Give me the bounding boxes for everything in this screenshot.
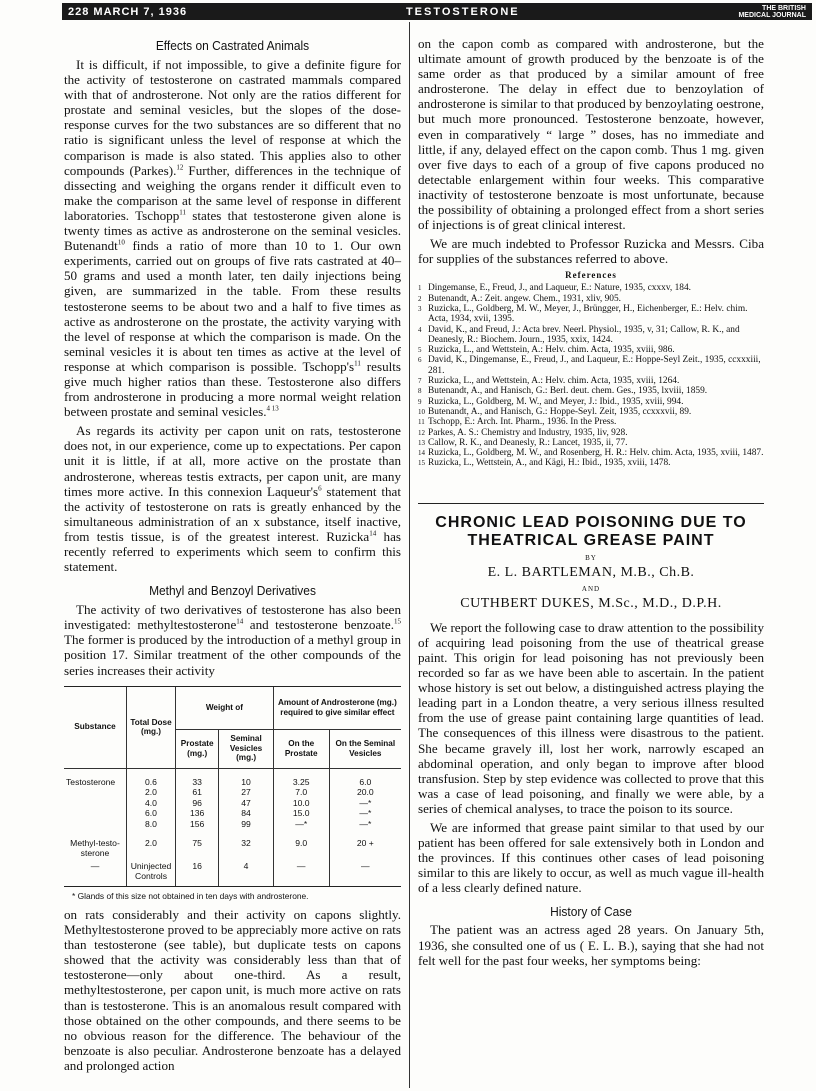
table-cell: 2.0: [145, 787, 157, 798]
table-cell: 84: [241, 808, 251, 819]
running-title: TESTOSTERONE: [405, 5, 520, 18]
reference-item: 4 David, K., and Freud, J.: Acta brev. Neerl. Physiol., 1935, v, 31; Callow, R. K., and Deanesly, R.: Biochem. Journ., 1935, xxix, 1424.: [418, 324, 740, 345]
reference-item: 5 Ruzicka, L., and Wettstein, A.: Helv. chim. Acta, 1935, xviii, 986.: [418, 345, 675, 356]
running-header: [62, 3, 812, 20]
table-cell: 136: [190, 808, 205, 819]
left-column: [64, 24, 401, 1073]
reference-item: 14 Ruzicka, L., Goldberg, M. W., and Rosenberg, H. R.: Helv. chim. Acta, 1935, xviii, 1487.: [418, 448, 764, 459]
table-cell: 7.0: [295, 787, 308, 798]
table-cell: 27: [241, 787, 251, 798]
col-on-prostate: On the Prostate: [273, 729, 329, 768]
references-heading: References: [565, 270, 617, 281]
table-cell: —*: [359, 797, 372, 808]
table-cell: 8.0: [145, 819, 157, 830]
col-substance: Substance: [64, 687, 127, 769]
column-divider: [409, 22, 410, 1088]
paragraph: We are informed that grease paint similar to that used by our patient has been offered for sale extensively both in London and the provinces. If this continues other cases of lead poisoning similar to this are likely to occur, as well as much vague ill-health of a less clearly defined nature.: [418, 819, 764, 896]
paragraph: The patient was an actress aged 28 years. On January 5th, 1936, she consulted one of us ( E. L. B.), saying that she had not felt well for the past four weeks, her symptoms being:: [418, 922, 764, 968]
table-cell: 4.0: [145, 797, 157, 808]
table-cell: 47: [241, 797, 251, 808]
reference-item: 3 Ruzicka, L., Goldberg, M. W., Meyer, J., Brüngger, H., Eichenberger, E.: Helv. chim. Acta, 1934, xvii, 1395.: [418, 304, 748, 325]
table-cell: 6.0: [359, 776, 372, 787]
section-heading-derivatives: Methyl and Benzoyl Derivatives: [149, 583, 316, 599]
section-heading-history: History of Case: [550, 904, 632, 920]
reference-item: 7 Ruzicka, L., and Wettstein, A.: Helv. chim. Acta, 1935, xviii, 1264.: [418, 376, 680, 387]
table-cell: —*: [295, 819, 308, 830]
table-row-methyl: Methyl-testo-sterone 2.0 75 32 9.0 20 +: [64, 830, 401, 859]
table-cell: 96: [192, 797, 202, 808]
table-cell: 0.6: [145, 776, 157, 787]
byline-and: AND: [581, 584, 601, 593]
table-cell: 61: [192, 787, 202, 798]
reference-item: 2 Butenandt, A.: Zeit. angew. Chem., 1931, xliv, 905.: [418, 293, 622, 304]
table-cell: 99: [241, 819, 251, 830]
right-column: [418, 24, 764, 968]
author-1: E. L. BARTLEMAN, M.B., Ch.B.: [487, 564, 695, 580]
paragraph: We are much indebted to Professor Ruzicka and Messrs. Ciba for supplies of the substances referred to above.: [418, 236, 764, 267]
col-vesicles: Seminal Vesicles (mg.): [219, 729, 273, 768]
table-row-controls: — Uninjected Controls 16 4 — —: [64, 859, 401, 886]
reference-item: 11 Tschopp, E.: Arch. Int. Pharm., 1936. In the Press.: [418, 417, 617, 428]
col-on-vesicles: On the Seminal Vesicles: [329, 729, 401, 768]
paragraph: on the capon comb as compared with androsterone, but the ultimate amount of growth produced by the benzoate is of the same order as that produced by a similar amount of free androsterone. The delay in effect due to benzoylation of androsterone is similar to that produced by benzoylating oestrone, but much more pronounced. Testosterone benzoate, however, even in comparatively “ large ” doses, has no immediate and little, if any, delayed effect on the capon comb. Thus 1 mg. given over five days to each of a group of five capons produced no detectable enlargement within four weeks. This comparative inactivity of testosterone benzoate is most unfortunate, because the possibility of obtaining a prolonged effect from a short series of injections is of great clinical interest.: [418, 36, 764, 233]
results-table: [64, 686, 401, 887]
reference-item: 13 Callow, R. K., and Deanesly, R.: Lancet, 1935, ii, 77.: [418, 437, 628, 448]
table-cell: 10.0: [292, 797, 310, 808]
table-cell: 3.25: [292, 776, 310, 787]
table-cell: 33: [192, 776, 202, 787]
paragraph: The activity of two derivatives of testosterone has also been investigated: methyltestosterone$^{14}$ and testosterone benzoate.$^{15}$ The former is produced by the introduction of a methyl group in position 17. Similar treatment of the other compounds of the series increases their activity: [64, 602, 401, 678]
table-cell: 6.0: [145, 808, 157, 819]
paragraph: on rats considerably and their activity on capons slightly. Methyltestosterone proved to be appreciably more active on rats than testosterone (see table), but duplicate tests on capons showed that the activity was considerably less than that of testosterone—only about one-third. As a result, methyltestosterone, per capon unit, is much more active on rats than is testosterone. This is an anomalous result compared with those obtained on the other compounds, and there seems to be no obvious reason for the difference. The behaviour of the benzoate is also peculiar. Androsterone benzoate has a delayed and prolonged action: [64, 907, 401, 1073]
reference-item: 12 Parkes, A. S.: Chemistry and Industry, 1935, liv, 928.: [418, 427, 628, 438]
reference-item: 10 Butenandt, A., and Hanisch, G.: Hoppe-Seyl. Zeit, 1935, ccxxxvii, 89.: [418, 406, 692, 417]
reference-item: 1 Dingemanse, E., Freud, J., and Laqueur, E.: Nature, 1935, cxxxv, 184.: [418, 283, 692, 294]
reference-list: [418, 283, 764, 468]
reference-item: 8 Butenandt, A., and Hanisch, G.: Berl. deut. chem. Ges., 1935, lxviii, 1859.: [418, 386, 708, 397]
journal-name: THE BRITISH MEDICAL JOURNAL: [738, 4, 806, 19]
table-cell: 20.0: [356, 787, 374, 798]
section-heading-castrated: Effects on Castrated Animals: [155, 38, 310, 53]
reference-item: 15 Ruzicka, L., Wettstein, A., and Kägi, H.: Ibid., 1935, xviii, 1478.: [418, 458, 671, 469]
table-row-testosterone: Testosterone 0.6 2.0 4.0 6.0 8.0 33 61 96 136 156 10 27 47 84 99 3.25 7.0 10.0 15.0 —* 6.0 20.0 —* —* —*: [64, 768, 401, 829]
paragraph: We report the following case to draw attention to the possibility of acquiring lead poisoning from the use of theatrical grease paint. This origin for lead poisoning has not previously been recorded so far as we have been able to ascertain. In the patient whose history is set out below, a distinguished actress playing the leading part in a London theatre, a very serious illness resulted from the use of grease paint containing large quantities of lead. The consequences of this illness were disastrous to the patient. She became gravely ill, lost her work, narrowly escaped an abdominal operation, and only began to improve after blood transfusion. Step by step evidence was collected to prove that this was a case of lead poisoning, and finally we were able, by a series of chemical analyses, to trace the poison to its source.: [418, 619, 764, 816]
table-cell: 156: [190, 819, 205, 830]
table-cell: —*: [359, 808, 372, 819]
article-title: CHRONIC LEAD POISONING DUE TO THEATRICAL GREASE PAINT: [435, 513, 747, 549]
col-amount: Amount of Androsterone (mg.) required to give similar effect: [273, 687, 401, 730]
paragraph: It is difficult, if not impossible, to give a definite figure for the activity of testosterone on castrated mammals compared with that of androsterone. Not only are the ratios different for prostate and seminal vesicles, but the slopes of the dose-response curves for the two substances are so different that no ratio is significant unless the level of response at which the comparison is made is also stated. This applies also to other compounds (Parkes).$^{12}$ Further, differences in the technique of dissecting and weighing the organs render it difficult even to make the comparison at the same level of response in different laboratories. Tschopp$^{11}$ states that testosterone given alone is twenty times as active as androsterone on the seminal vesicles. Butenandt$^{10}$ finds a ratio of more than 10 to 1. Our own experiments, carried out on groups of five rats castrated at 40–50 grams and used a month later, ten daily injections being given, are summarized in the table. From these results testosterone seems to be about two and a half to five times as active as androsterone on the prostate, the activity varying with the level of response at which the comparison is made. On the seminal vesicles it is about ten times as active at the level of response at which comparison is possible. $Tschopp's^{11}$ results give much higher ratios than these. Testosterone also differs from androsterone in producing a more normal weight relation between prostate and seminal vesicles.$^{4 13}$: [64, 57, 401, 420]
col-prostate: Prostate (mg.): [176, 729, 219, 768]
byline-by: BY: [585, 553, 597, 562]
article-divider: [418, 503, 764, 504]
table-footnote: * Glands of this size not obtained in ten days with androsterone.: [72, 891, 309, 901]
col-weight: Weight of: [176, 687, 274, 730]
table-cell: 15.0: [292, 808, 310, 819]
reference-item: 9 Ruzicka, L., Goldberg, M. W., and Meyer, J.: Ibid., 1935, xviii, 994.: [418, 396, 684, 407]
table-cell: —*: [359, 819, 372, 830]
table-cell: 10: [241, 776, 251, 787]
col-dose: Total Dose (mg.): [127, 687, 176, 769]
author-2: CUTHBERT DUKES, M.Sc., M.D., D.P.H.: [460, 595, 722, 611]
reference-item: 6 David, K., Dingemanse, E., Freud, J., and Laqueur, E.: Hoppe-Seyl Zeit., 1935, ccxxxiii, 281.: [418, 355, 761, 376]
paragraph: As regards its activity per capon unit on rats, testosterone does not, in our experience, come up to expectations. Per capon unit it is little, if at all, more active on the prostate than androsterone, whereas testis extracts, per capon unit, are many times more active. In this connexion $Laqueur's^6$ statement that the activity of testosterone on rats is greatly enhanced by the simultaneous administration of an x substance, itself inactive, from testis tissue, is of the greatest interest. Ruzicka$^{14}$ has recently referred to experiments which seem to confirm this statement.: [64, 423, 402, 575]
page-label: 228 MARCH 7, 1936: [68, 5, 188, 18]
